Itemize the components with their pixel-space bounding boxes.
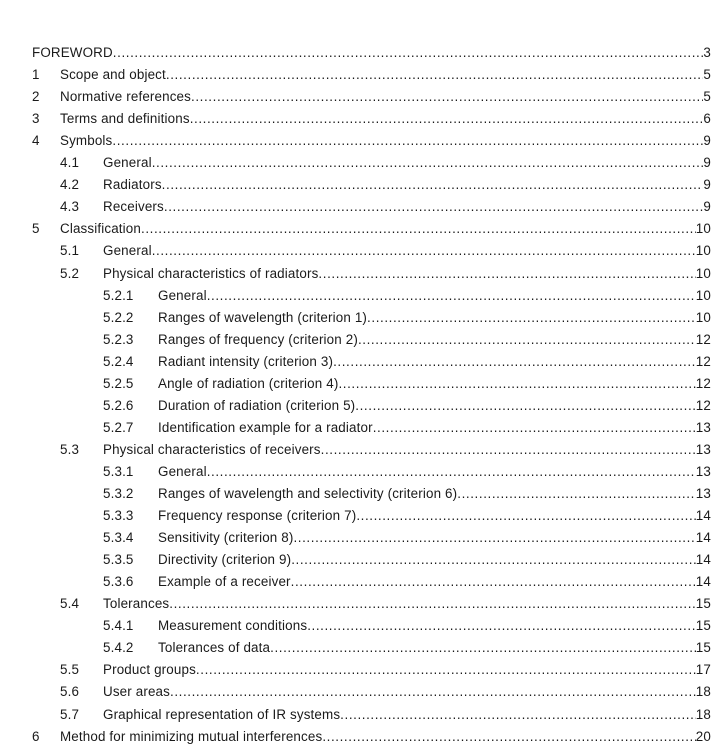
toc-entry[interactable]	[0, 505, 711, 527]
toc-entry-number: 5.7	[60, 706, 80, 722]
toc-entry-page-number: 10	[695, 287, 711, 303]
toc-entry-title: Graphical representation of IR systems	[103, 706, 341, 722]
dot-leader	[141, 218, 696, 240]
toc-entry-page-number: 9	[703, 177, 711, 193]
toc-entry-page-number: 6	[703, 111, 711, 127]
dot-leader	[169, 593, 696, 615]
toc-entry-page-number: 5	[703, 89, 711, 105]
toc-entry[interactable]	[0, 704, 711, 726]
toc-entry-page-number: 18	[695, 684, 711, 700]
toc-entry-number: 5.5	[60, 662, 80, 678]
toc-entry[interactable]	[0, 593, 711, 615]
toc-entry-number: 3	[32, 111, 40, 127]
toc-entry-title: Physical characteristics of receivers	[103, 441, 321, 457]
toc-entry[interactable]	[0, 461, 711, 483]
toc-entry[interactable]	[0, 240, 711, 262]
toc-entry-number: 4.3	[60, 199, 80, 215]
toc-entry[interactable]	[0, 483, 711, 505]
toc-entry-title: User areas	[103, 684, 170, 700]
toc-entry-title: General	[103, 243, 152, 259]
toc-entry-title: Measurement conditions	[158, 618, 308, 634]
toc-entry-title: Product groups	[103, 662, 196, 678]
toc-entry-page-number: 13	[695, 441, 711, 457]
toc-entry-title: Terms and definitions	[60, 111, 190, 127]
toc-entry-number: 5.4	[60, 596, 80, 612]
toc-entry-page-number: 12	[695, 331, 711, 347]
toc-entry-page-number: 14	[695, 530, 711, 546]
toc-entry-number: 5.2.6	[103, 397, 134, 413]
toc-entry-page-number: 13	[695, 486, 711, 501]
dot-leader	[318, 263, 695, 285]
toc-entry-number: 5.2.2	[103, 309, 134, 325]
toc-entry-page-number: 14	[695, 552, 711, 568]
toc-entry-number: 5.3	[60, 441, 80, 457]
toc-entry-title: Scope and object	[60, 67, 166, 83]
toc-entry-number: 4.1	[60, 155, 80, 171]
toc-entry-page-number: 15	[695, 596, 711, 612]
toc-entry-title: Physical characteristics of radiators	[103, 265, 319, 281]
toc-entry-number: 5.4.2	[103, 640, 134, 656]
toc-entry[interactable]	[0, 307, 711, 329]
toc-entry[interactable]	[0, 42, 711, 64]
toc-entry-number: 4	[32, 133, 40, 149]
toc-entry-number: 5	[32, 221, 40, 237]
toc-entry-title: Ranges of wavelength (criterion 1)	[158, 309, 368, 325]
toc-entry[interactable]	[0, 373, 711, 395]
toc-entry-page-number: 3	[703, 45, 711, 60]
toc-entry-number: 5.6	[60, 684, 80, 700]
dot-leader	[338, 373, 695, 395]
dot-leader	[355, 395, 696, 417]
toc-entry-page-number: 14	[695, 574, 711, 590]
toc-entry-title: Radiant intensity (criterion 3)	[158, 353, 334, 369]
toc-entry[interactable]	[0, 549, 711, 571]
toc-entry-page-number: 20	[695, 728, 711, 744]
toc-entry-title: Directivity (criterion 9)	[158, 552, 292, 568]
toc-entry-page-number: 14	[695, 508, 711, 524]
toc-entry[interactable]	[0, 218, 711, 240]
toc-entry-title: Normative references	[60, 89, 192, 105]
toc-entry-number: 5.3.6	[103, 574, 134, 590]
toc-entry-page-number: 15	[695, 640, 711, 656]
toc-entry-number: 5.2.4	[103, 353, 134, 369]
toc-entry-title: Frequency response (criterion 7)	[158, 508, 357, 524]
toc-entry-number: 5.1	[60, 243, 80, 259]
dot-leader	[322, 726, 695, 748]
toc-entry[interactable]	[0, 637, 711, 659]
toc-entry-number: 5.2.3	[103, 331, 134, 347]
toc-entry-number: 1	[32, 67, 40, 83]
dot-leader	[340, 704, 696, 726]
dot-leader	[196, 659, 696, 681]
dot-leader	[164, 196, 704, 218]
toc-entry[interactable]	[0, 263, 711, 285]
toc-entry-page-number: 13	[695, 419, 711, 435]
toc-entry-number: 4.2	[60, 177, 80, 193]
toc-entry-number: 5.2.7	[103, 419, 134, 435]
toc-entry-number: 2	[32, 89, 40, 105]
dot-leader	[170, 681, 696, 703]
dot-leader	[191, 86, 703, 108]
dot-leader	[367, 307, 696, 329]
dot-leader	[190, 108, 704, 130]
dot-leader	[293, 527, 695, 549]
toc-entry[interactable]	[0, 64, 711, 86]
dot-leader	[321, 439, 696, 461]
toc-entry[interactable]	[0, 152, 711, 174]
toc-entry-page-number: 15	[695, 618, 711, 634]
toc-entry-title: General	[158, 287, 207, 303]
toc-entry-number: 6	[32, 728, 40, 744]
dot-leader	[373, 417, 696, 439]
toc-entry[interactable]	[0, 196, 711, 218]
toc-entry-page-number: 18	[695, 706, 711, 722]
toc-entry-title: Tolerances of data	[158, 640, 271, 656]
toc-entry[interactable]	[0, 285, 711, 307]
toc-entry[interactable]	[0, 108, 711, 130]
dot-leader	[152, 240, 696, 262]
toc-entry-title: General	[158, 463, 207, 479]
dot-leader	[291, 571, 696, 593]
toc-entry[interactable]	[0, 659, 711, 681]
toc-entry-title: Ranges of wavelength and selectivity (criterion 6)	[158, 486, 458, 501]
dot-leader	[207, 461, 696, 483]
toc-entry[interactable]	[0, 351, 711, 373]
toc-entry-page-number: 9	[703, 155, 711, 171]
toc-entry-page-number: 10	[695, 265, 711, 281]
dot-leader	[270, 637, 696, 659]
toc-entry-number: 5.2.1	[103, 287, 134, 303]
toc-entry-page-number: 9	[703, 199, 711, 215]
toc-entry[interactable]	[0, 417, 711, 439]
toc-entry[interactable]	[0, 571, 711, 593]
dot-leader	[333, 351, 696, 373]
toc-entry[interactable]	[0, 86, 711, 108]
dot-leader	[152, 152, 704, 174]
toc-entry-page-number: 12	[695, 375, 711, 391]
toc-entry-number: 5.2.5	[103, 375, 134, 391]
toc-entry[interactable]	[0, 726, 711, 748]
toc-entry[interactable]	[0, 395, 711, 417]
dot-leader	[307, 615, 696, 637]
toc-entry[interactable]	[0, 329, 711, 351]
dot-leader	[113, 42, 704, 64]
toc-entry-title: Example of a receiver	[158, 574, 291, 590]
toc-entry[interactable]	[0, 130, 711, 152]
toc-entry-title: Receivers	[103, 199, 164, 215]
toc-entry-title: Radiators	[103, 177, 162, 193]
toc-entry-number: 5.3.3	[103, 508, 134, 524]
toc-entry-title: General	[103, 155, 152, 171]
toc-entry-page-number: 10	[695, 221, 711, 237]
toc-entry-number: 5.3.2	[103, 486, 134, 501]
dot-leader	[358, 329, 696, 351]
toc-entry-title: Duration of radiation (criterion 5)	[158, 397, 356, 413]
toc-entry-title: Angle of radiation (criterion 4)	[158, 375, 339, 391]
toc-entry-number: 5.3.4	[103, 530, 134, 546]
toc-entry-number: 5.2	[60, 265, 80, 281]
toc-entry-page-number: 13	[695, 463, 711, 479]
toc-entry[interactable]	[0, 527, 711, 549]
toc-entry-title: Sensitivity (criterion 8)	[158, 530, 294, 546]
dot-leader	[166, 64, 704, 86]
dot-leader	[291, 549, 696, 571]
toc-entry-title: Ranges of frequency (criterion 2)	[158, 331, 358, 347]
dot-leader	[112, 130, 703, 152]
toc-entry-page-number: 9	[703, 133, 711, 149]
toc-entry-page-number: 10	[695, 309, 711, 325]
toc-entry-page-number: 5	[703, 67, 711, 83]
toc-entry-page-number: 12	[695, 353, 711, 369]
toc-entry-title: Classification	[60, 221, 141, 237]
dot-leader	[207, 285, 696, 307]
toc-entry[interactable]	[0, 439, 711, 461]
dot-leader	[457, 483, 696, 505]
toc-entry-page-number: 12	[695, 397, 711, 413]
dot-leader	[356, 505, 695, 527]
toc-entry[interactable]	[0, 174, 711, 196]
dot-leader	[162, 174, 704, 196]
toc-entry-page-number: 17	[695, 662, 711, 678]
toc-entry[interactable]	[0, 615, 711, 637]
toc-entry-number: 5.3.5	[103, 552, 134, 568]
toc-entry[interactable]	[0, 681, 711, 703]
toc-entry-title: Method for minimizing mutual interferences	[60, 728, 323, 744]
toc-entry-title: FOREWORD	[32, 45, 113, 60]
toc-entry-number: 5.3.1	[103, 463, 134, 479]
toc-entry-number: 5.4.1	[103, 618, 134, 634]
toc-entry-title: Symbols	[60, 133, 113, 149]
toc-entry-page-number: 10	[695, 243, 711, 259]
toc-entry-title: Tolerances	[103, 596, 170, 612]
toc-entry-title: Identification example for a radiator	[158, 419, 373, 435]
